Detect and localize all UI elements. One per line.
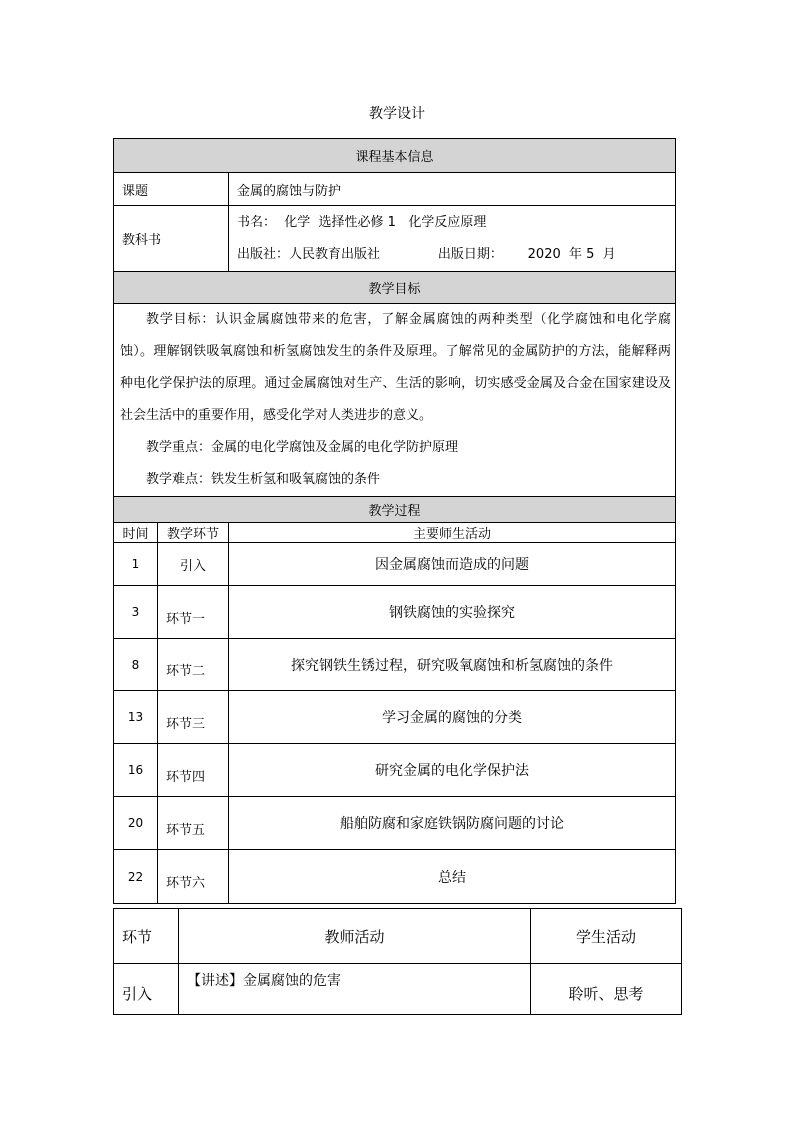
process-columns-row — [114, 523, 676, 543]
publisher-line: 出版社：人民教育出版社 出版日期： 2020 年 5 月 — [237, 246, 616, 262]
process-stage: 环节六 — [158, 850, 229, 904]
process-row — [114, 744, 676, 797]
col-time-header: 时间 — [114, 523, 158, 543]
process-row — [114, 586, 676, 639]
process-row — [114, 850, 676, 904]
process-activity: 钢铁腐蚀的实验探究 — [229, 586, 676, 639]
topic-row — [114, 173, 676, 206]
activity-header-row — [114, 909, 682, 964]
process-activity: 船舶防腐和家庭铁锅防腐问题的讨论 — [229, 797, 676, 850]
process-stage: 环节四 — [158, 744, 229, 797]
process-stage: 引入 — [158, 543, 229, 586]
process-time: 8 — [114, 639, 158, 691]
textbook-label: 教科书 — [114, 206, 229, 272]
process-time: 22 — [114, 850, 158, 904]
objectives-header: 教学目标 — [114, 272, 676, 304]
activity-stage: 引入 — [114, 964, 179, 1015]
process-activity: 因金属腐蚀而造成的问题 — [229, 543, 676, 586]
activity-col-stage: 环节 — [114, 909, 179, 964]
teacher-activity: 【讲述】金属腐蚀的危害 — [179, 964, 531, 1015]
activity-table — [113, 908, 682, 1015]
objectives-content — [114, 304, 676, 497]
process-stage: 环节二 — [158, 639, 229, 691]
process-time: 1 — [114, 543, 158, 586]
book-name-line: 书名： 化学 选择性必修 1 化学反应原理 — [237, 214, 487, 230]
process-time: 16 — [114, 744, 158, 797]
basic-info-header: 课程基本信息 — [114, 139, 676, 173]
topic-label: 课题 — [114, 173, 229, 206]
difficulty-text: 教学难点：铁发生析氢和吸氧腐蚀的条件 — [146, 472, 381, 487]
process-row — [114, 691, 676, 744]
document-title: 教学设计 — [369, 106, 425, 122]
process-activity: 研究金属的电化学保护法 — [229, 744, 676, 797]
process-stage: 环节五 — [158, 797, 229, 850]
objectives-content-row — [114, 304, 676, 497]
process-stage: 环节一 — [158, 586, 229, 639]
process-activity: 学习金属的腐蚀的分类 — [229, 691, 676, 744]
process-time: 3 — [114, 586, 158, 639]
process-time: 13 — [114, 691, 158, 744]
activity-row — [114, 964, 682, 1015]
process-activity: 探究钢铁生锈过程，研究吸氧腐蚀和析氢腐蚀的条件 — [229, 639, 676, 691]
process-activity: 总结 — [229, 850, 676, 904]
topic-value: 金属的腐蚀与防护 — [229, 173, 676, 206]
textbook-details — [229, 206, 676, 272]
textbook-row — [114, 206, 676, 272]
objectives-header-row — [114, 272, 676, 304]
key-point-text: 教学重点：金属的电化学腐蚀及金属的电化学防护原理 — [146, 440, 459, 455]
student-activity: 聆听、思考 — [531, 964, 682, 1015]
activity-col-student: 学生活动 — [531, 909, 682, 964]
process-row — [114, 543, 676, 586]
col-stage-header: 教学环节 — [158, 523, 229, 543]
process-header: 教学过程 — [114, 497, 676, 523]
process-row — [114, 639, 676, 691]
activity-col-teacher: 教师活动 — [179, 909, 531, 964]
process-stage: 环节三 — [158, 691, 229, 744]
col-activity-header: 主要师生活动 — [229, 523, 676, 543]
process-header-row — [114, 497, 676, 523]
basic-info-header-row — [114, 139, 676, 173]
process-row — [114, 797, 676, 850]
teaching-goal-text: 教学目标：认识金属腐蚀带来的危害，了解金属腐蚀的两种类型（化学腐蚀和电化学腐蚀）。理解钢铁吸氧腐蚀和析氢腐蚀发生的条件及原理。了解常见的金属防护的方法，能解释两种电化学保护法的原理。通过金属腐蚀对生产、生活的影响，切实感受金属及合金在国家建设及社会生活中的重要作用，感受化学对人类进步的意义。 — [120, 312, 672, 423]
course-info-table — [113, 138, 676, 904]
process-time: 20 — [114, 797, 158, 850]
